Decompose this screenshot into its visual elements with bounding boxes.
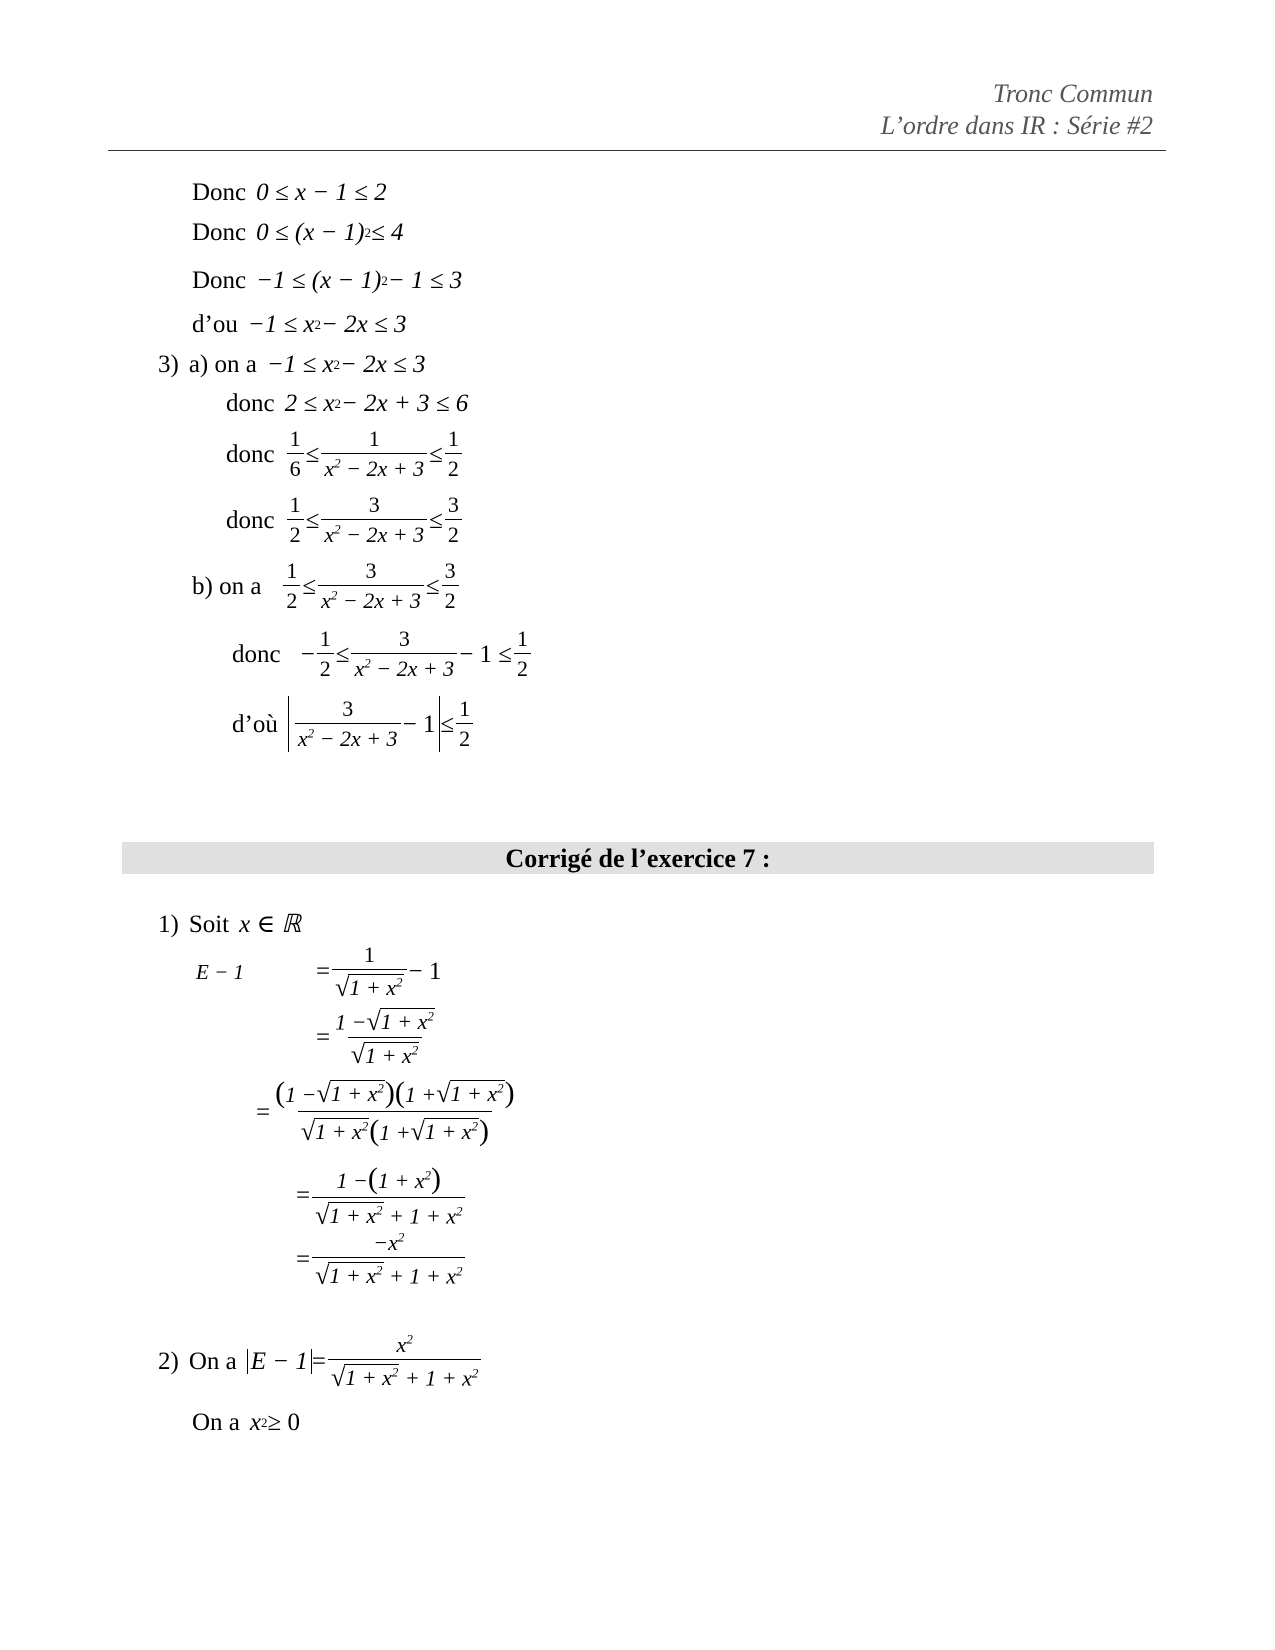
e-minus-1-label: E − 1 (196, 960, 244, 984)
step-line-7 (226, 428, 464, 480)
fraction: 1 − √ $1 + x^2$ √ $1 + x^2$ (335, 1006, 434, 1070)
eq-sign: = (296, 1246, 311, 1274)
word-on-a: On a (192, 1409, 240, 1436)
expr: − 1 ≤ (459, 640, 513, 668)
eq-sign: = (316, 958, 331, 986)
fraction: $\frac{3}{2}$ (445, 494, 462, 546)
word-dou: d’ou (192, 311, 238, 338)
expr: ≤ 4 (371, 219, 404, 246)
word-soit: Soit (188, 911, 230, 938)
word-donc: Donc (192, 179, 247, 206)
fraction: $1 -(1 + x^2)$ √ $1 + x^2$ + $1 + x^2$ (312, 1164, 465, 1228)
word-donc: donc (226, 506, 275, 534)
expr: −1 ≤ (x − 1) (256, 267, 382, 294)
expr: − 1 (408, 958, 442, 986)
le-sign: ≤ (425, 572, 440, 600)
step-line-8 (226, 494, 464, 546)
fraction: $\frac{1}{2}$ (456, 698, 473, 750)
item-number: 1) (158, 911, 179, 938)
fraction: 1 √ $1 + x^2$ (332, 944, 406, 1000)
expr: − 1 ≤ 3 (387, 267, 463, 294)
fraction: $\frac{3}{x^2 - 2x + 3}$ (295, 698, 401, 750)
word-donc: donc (232, 640, 281, 668)
minus-sign: − (300, 640, 315, 668)
item-label: a) on a (188, 351, 257, 378)
fraction: $\frac{3}{x^2 - 2x + 3}$ (318, 560, 424, 612)
fraction: $\frac{3}{x^2 - 2x + 3}$ (351, 628, 457, 680)
item-2 (158, 1331, 483, 1392)
fraction: $-x^2$ √ $1 + x^2$ + $1 + x^2$ (312, 1232, 465, 1288)
step-line-4: d’ou −1 ≤ x 2 − 2x ≤ 3 (192, 311, 407, 338)
step-line-10 (232, 628, 533, 680)
fraction: $\frac{1}{2}$ (283, 560, 300, 612)
item-3b (192, 560, 461, 612)
item-1 (158, 912, 301, 937)
expr: − 2x ≤ 3 (340, 351, 426, 378)
header-course: Tronc Commun (992, 79, 1153, 108)
fraction: $\frac{1}{2}$ (514, 628, 531, 680)
expr: x (249, 1409, 262, 1436)
calc-line-2 (316, 1006, 440, 1070)
calc-line-5 (296, 1229, 467, 1290)
fraction: $\frac{1}{6}$ (287, 428, 304, 480)
calc-line-4 (296, 1164, 467, 1228)
absolute-value: E − 1 (247, 1349, 312, 1374)
expr: 0 ≤ (x − 1) (256, 219, 365, 246)
le-sign: ≤ (429, 506, 443, 534)
le-sign: ≤ (305, 440, 320, 468)
expr: − 1 (402, 710, 436, 738)
expr: − 2x ≤ 3 (321, 311, 407, 338)
le-sign: ≤ (429, 440, 443, 468)
step-line-last: On a x 2 ≥ 0 (192, 1409, 300, 1436)
item-number: 3) (158, 351, 179, 378)
le-sign: ≤ (302, 572, 317, 600)
step-line-1 (192, 180, 387, 205)
fraction: $x^2$ √ $1 + x^2$ + $1 + x^2$ (328, 1334, 481, 1390)
fraction: $\frac{3}{x^2 - 2x + 3}$ (321, 494, 427, 546)
calc-line-1 (316, 944, 441, 1000)
step-line-3: Donc −1 ≤ (x − 1) 2 − 1 ≤ 3 (192, 267, 463, 294)
eq-sign: = (256, 1098, 271, 1126)
item-label: b) on a (192, 572, 262, 600)
step-line-2: Donc 0 ≤ (x − 1) 2 ≤ 4 (192, 219, 404, 246)
word-dou: d’où (232, 710, 278, 738)
item-3a: 3) a) on a −1 ≤ x 2 − 2x ≤ 3 (158, 351, 426, 378)
word-donc: donc (226, 390, 275, 417)
expr: 2 ≤ x (284, 390, 335, 417)
le-sign: ≤ (335, 640, 350, 668)
fraction: $\frac{1}{2}$ (317, 628, 334, 680)
expr: − 2x + 3 ≤ 6 (340, 390, 469, 417)
le-sign: ≤ (440, 710, 455, 738)
word-on-a: On a (188, 1348, 237, 1376)
fraction: (1 − √ $1 + x^2$ )(1 + √ $1 + x^2$ ) √ $1 + x^2$ (1 + √ $1 + x^2$ ) (275, 1076, 515, 1147)
expr: 0 ≤ x − 1 ≤ 2 (256, 179, 387, 206)
le-sign: ≤ (305, 506, 320, 534)
eq-sign: = (311, 1348, 326, 1376)
step-line-11 (232, 696, 475, 752)
expr: ≥ 0 (267, 1409, 300, 1436)
calc-line-3 (256, 1078, 520, 1146)
fraction: $\frac{1}{2}$ (287, 494, 304, 546)
item-number: 2) (158, 1348, 179, 1376)
eq-sign: = (296, 1182, 311, 1210)
absolute-value (288, 696, 441, 752)
sqrt: √ $1 + x^2$ (335, 972, 403, 1002)
fraction: $\frac{1}{2}$ (445, 428, 462, 480)
eq-sign: = (316, 1024, 331, 1052)
header-rule (108, 150, 1166, 151)
word-donc: Donc (192, 219, 247, 246)
header-series: L’ordre dans IR : Série #2 (880, 111, 1153, 140)
word-donc: Donc (192, 267, 247, 294)
expr: x ∈ ℝ (239, 911, 302, 938)
expr: −1 ≤ x (266, 351, 334, 378)
fraction: $\frac{1}{x^2 - 2x + 3}$ (321, 428, 427, 480)
section-title: Corrigé de l’exercice 7 : (122, 842, 1154, 874)
expr: −1 ≤ x (247, 311, 315, 338)
step-line-6: donc 2 ≤ x 2 − 2x + 3 ≤ 6 (226, 390, 469, 417)
fraction: $\frac{3}{2}$ (442, 560, 459, 612)
word-donc: donc (226, 440, 275, 468)
